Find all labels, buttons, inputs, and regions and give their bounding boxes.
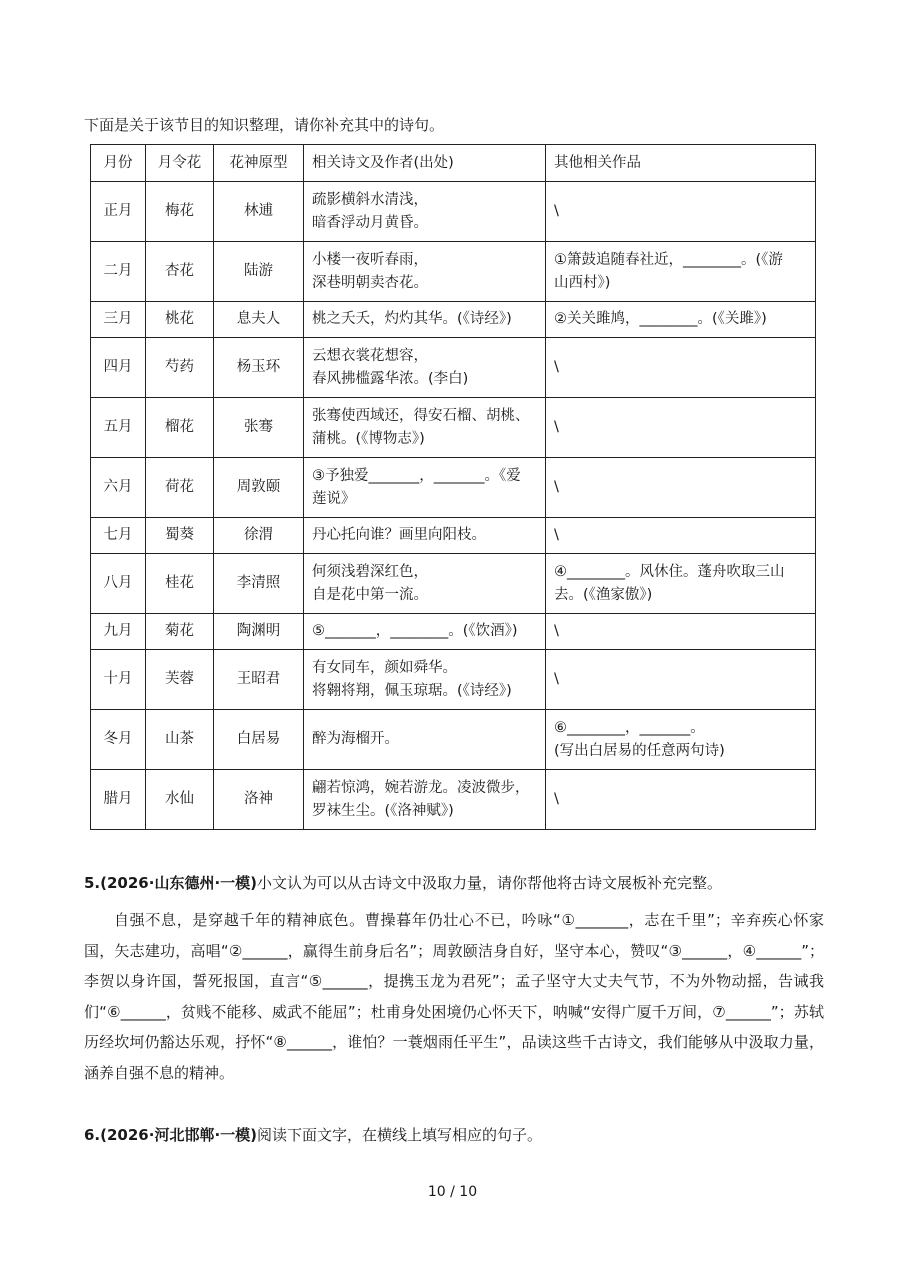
flower-god-cell: 陆游 xyxy=(214,242,304,302)
flower-cell: 芍药 xyxy=(146,338,214,398)
poem-cell xyxy=(304,398,546,458)
cell-line: 蒲桃。(《博物志》) xyxy=(312,430,425,447)
other-works-cell xyxy=(546,338,816,398)
cell-line: 何须浅碧深红色， xyxy=(312,563,428,580)
other-works-cell xyxy=(546,650,816,710)
cell-line: \ xyxy=(554,671,559,687)
flower-cell: 蜀葵 xyxy=(146,518,214,554)
table-row xyxy=(91,338,816,398)
flower-cell: 桃花 xyxy=(146,302,214,338)
table-row xyxy=(91,770,816,830)
flower-cell: 山茶 xyxy=(146,710,214,770)
cell-line: 有女同车，颜如舜华。 xyxy=(312,659,457,676)
month-cell: 七月 xyxy=(91,518,146,554)
table-row xyxy=(91,710,816,770)
cell-line: ④________。风休住。蓬舟吹取三山 xyxy=(554,563,785,580)
header-flower: 月令花 xyxy=(146,145,214,182)
other-works-cell xyxy=(546,458,816,518)
question-6-title xyxy=(84,1123,542,1147)
question-prompt: 阅读下面文字，在横线上填写相应的句子。 xyxy=(257,1126,543,1144)
cell-line: 疏影横斜水清浅， xyxy=(312,191,428,208)
cell-line: \ xyxy=(554,359,559,375)
cell-line: ⑤_______，________。(《饮酒》) xyxy=(312,623,518,639)
flower-god-cell: 洛神 xyxy=(214,770,304,830)
cell-line: 将翱将翔，佩玉琼琚。(《诗经》) xyxy=(312,682,512,699)
table-row xyxy=(91,554,816,614)
header-poem: 相关诗文及作者(出处) xyxy=(304,145,546,182)
cell-line: 去。(《渔家傲》) xyxy=(554,586,653,603)
question-source: (2026·山东德州·一模) xyxy=(100,874,257,892)
cell-line: 山西村》) xyxy=(554,274,611,291)
flower-cell: 杏花 xyxy=(146,242,214,302)
flower-god-cell: 李清照 xyxy=(214,554,304,614)
table-row xyxy=(91,302,816,338)
poem-cell xyxy=(304,710,546,770)
cell-line: 桃之夭夭，灼灼其华。(《诗经》) xyxy=(312,311,512,327)
table-row xyxy=(91,182,816,242)
table-row xyxy=(91,614,816,650)
flower-god-cell: 杨玉环 xyxy=(214,338,304,398)
flower-god-cell: 王昭君 xyxy=(214,650,304,710)
poem-cell xyxy=(304,770,546,830)
table-row xyxy=(91,242,816,302)
table-row xyxy=(91,650,816,710)
other-works-cell xyxy=(546,554,816,614)
page-number: 10 / 10 xyxy=(427,1184,478,1200)
cell-line: ③予独爱_______，_______。《爱 xyxy=(312,467,521,484)
question-5-title xyxy=(84,871,722,895)
flower-god-cell: 息夫人 xyxy=(214,302,304,338)
other-works-cell xyxy=(546,302,816,338)
month-cell: 九月 xyxy=(91,614,146,650)
month-cell: 三月 xyxy=(91,302,146,338)
flower-cell: 菊花 xyxy=(146,614,214,650)
question-prompt: 小文认为可以从古诗文中汲取力量，请你帮他将古诗文展板补充完整。 xyxy=(257,874,723,892)
other-works-cell xyxy=(546,242,816,302)
header-other: 其他相关作品 xyxy=(546,145,816,182)
knowledge-table xyxy=(90,144,816,830)
cell-line: ⑥________，_______。 xyxy=(554,719,705,736)
cell-line: 暗香浮动月黄昏。 xyxy=(312,214,428,231)
flower-cell: 芙蓉 xyxy=(146,650,214,710)
other-works-cell xyxy=(546,182,816,242)
header-month: 月份 xyxy=(91,145,146,182)
cell-line: 丹心托向谁？画里向阳枝。 xyxy=(312,527,486,543)
flower-god-cell: 周敦颐 xyxy=(214,458,304,518)
cell-line: 莲说》 xyxy=(312,490,356,507)
month-cell: 冬月 xyxy=(91,710,146,770)
flower-cell: 水仙 xyxy=(146,770,214,830)
cell-line: 罗袜生尘。(《洛神赋》) xyxy=(312,802,454,819)
poem-cell xyxy=(304,458,546,518)
other-works-cell xyxy=(546,770,816,830)
month-cell: 腊月 xyxy=(91,770,146,830)
cell-line: (写出白居易的任意两句诗) xyxy=(554,742,725,759)
cell-line: \ xyxy=(554,479,559,495)
cell-line: 春风拂槛露华浓。(李白) xyxy=(312,370,469,387)
table-row xyxy=(91,398,816,458)
month-cell: 五月 xyxy=(91,398,146,458)
poem-cell xyxy=(304,650,546,710)
cell-line: \ xyxy=(554,203,559,219)
cell-line: \ xyxy=(554,623,559,639)
month-cell: 十月 xyxy=(91,650,146,710)
poem-cell xyxy=(304,518,546,554)
question-number: 6. xyxy=(84,1126,101,1144)
cell-line: 云想衣裳花想容， xyxy=(312,347,428,364)
flower-god-cell: 陶渊明 xyxy=(214,614,304,650)
month-cell: 六月 xyxy=(91,458,146,518)
poem-cell xyxy=(304,614,546,650)
poem-cell xyxy=(304,302,546,338)
cell-line: 醉为海榴开。 xyxy=(312,731,399,747)
table-intro: 下面是关于该节目的知识整理，请你补充其中的诗句。 xyxy=(84,116,445,134)
table-row xyxy=(91,518,816,554)
flower-god-cell: 白居易 xyxy=(214,710,304,770)
flower-cell: 梅花 xyxy=(146,182,214,242)
poem-cell xyxy=(304,338,546,398)
question-number: 5. xyxy=(84,874,101,892)
other-works-cell xyxy=(546,614,816,650)
other-works-cell xyxy=(546,398,816,458)
month-cell: 八月 xyxy=(91,554,146,614)
flower-cell: 荷花 xyxy=(146,458,214,518)
cell-line: ①箫鼓追随春社近，________。(《游 xyxy=(554,251,783,268)
cell-line: ②关关雎鸠，________。(《关雎》) xyxy=(554,311,767,327)
other-works-cell xyxy=(546,710,816,770)
cell-line: 张骞使西域还，得安石榴、胡桃、 xyxy=(312,407,530,424)
header-god: 花神原型 xyxy=(214,145,304,182)
other-works-cell xyxy=(546,518,816,554)
table-header-row xyxy=(91,145,816,182)
month-cell: 四月 xyxy=(91,338,146,398)
poem-cell xyxy=(304,242,546,302)
cell-line: 翩若惊鸿，婉若游龙。凌波微步， xyxy=(312,779,530,796)
table-row xyxy=(91,458,816,518)
cell-line: 小楼一夜听春雨， xyxy=(312,251,428,268)
poem-cell xyxy=(304,554,546,614)
cell-line: \ xyxy=(554,527,559,543)
poem-cell xyxy=(304,182,546,242)
cell-line: \ xyxy=(554,419,559,435)
question-source: (2026·河北邯郸·一模) xyxy=(100,1126,257,1144)
flower-god-cell: 张骞 xyxy=(214,398,304,458)
month-cell: 二月 xyxy=(91,242,146,302)
cell-line: \ xyxy=(554,791,559,807)
flower-god-cell: 林逋 xyxy=(214,182,304,242)
month-cell: 正月 xyxy=(91,182,146,242)
flower-god-cell: 徐渭 xyxy=(214,518,304,554)
flower-cell: 桂花 xyxy=(146,554,214,614)
flower-cell: 榴花 xyxy=(146,398,214,458)
question-5-paragraph: 自强不息，是穿越千年的精神底色。曹操暮年仍壮心不已，吟咏“①_______，志在千里”；辛弃疾心怀家国，矢志建功，高唱“②______，赢得生前身后名”；周敦颐洁身自好，坚守本心，赞叹“③______，④______”；李贺以身许国，誓死报国，直言“⑤______，提携玉龙为君死”；孟子坚守大丈夫气节，不为外物动摇，告诫我们“⑥______，贫贱不能移、威武不能屈”；杜甫身处困境仍心怀天下，呐喊“安得广厦千万间，⑦______”；苏轼历经坎坷仍豁达乐观，抒怀“⑧______，谁怕？一蓑烟雨任平生”，品读这些千古诗文，我们能够从中汲取力量，涵养自强不息的精神。 xyxy=(84,911,824,1082)
cell-line: 自是花中第一流。 xyxy=(312,586,428,603)
cell-line: 深巷明朝卖杏花。 xyxy=(312,274,428,291)
